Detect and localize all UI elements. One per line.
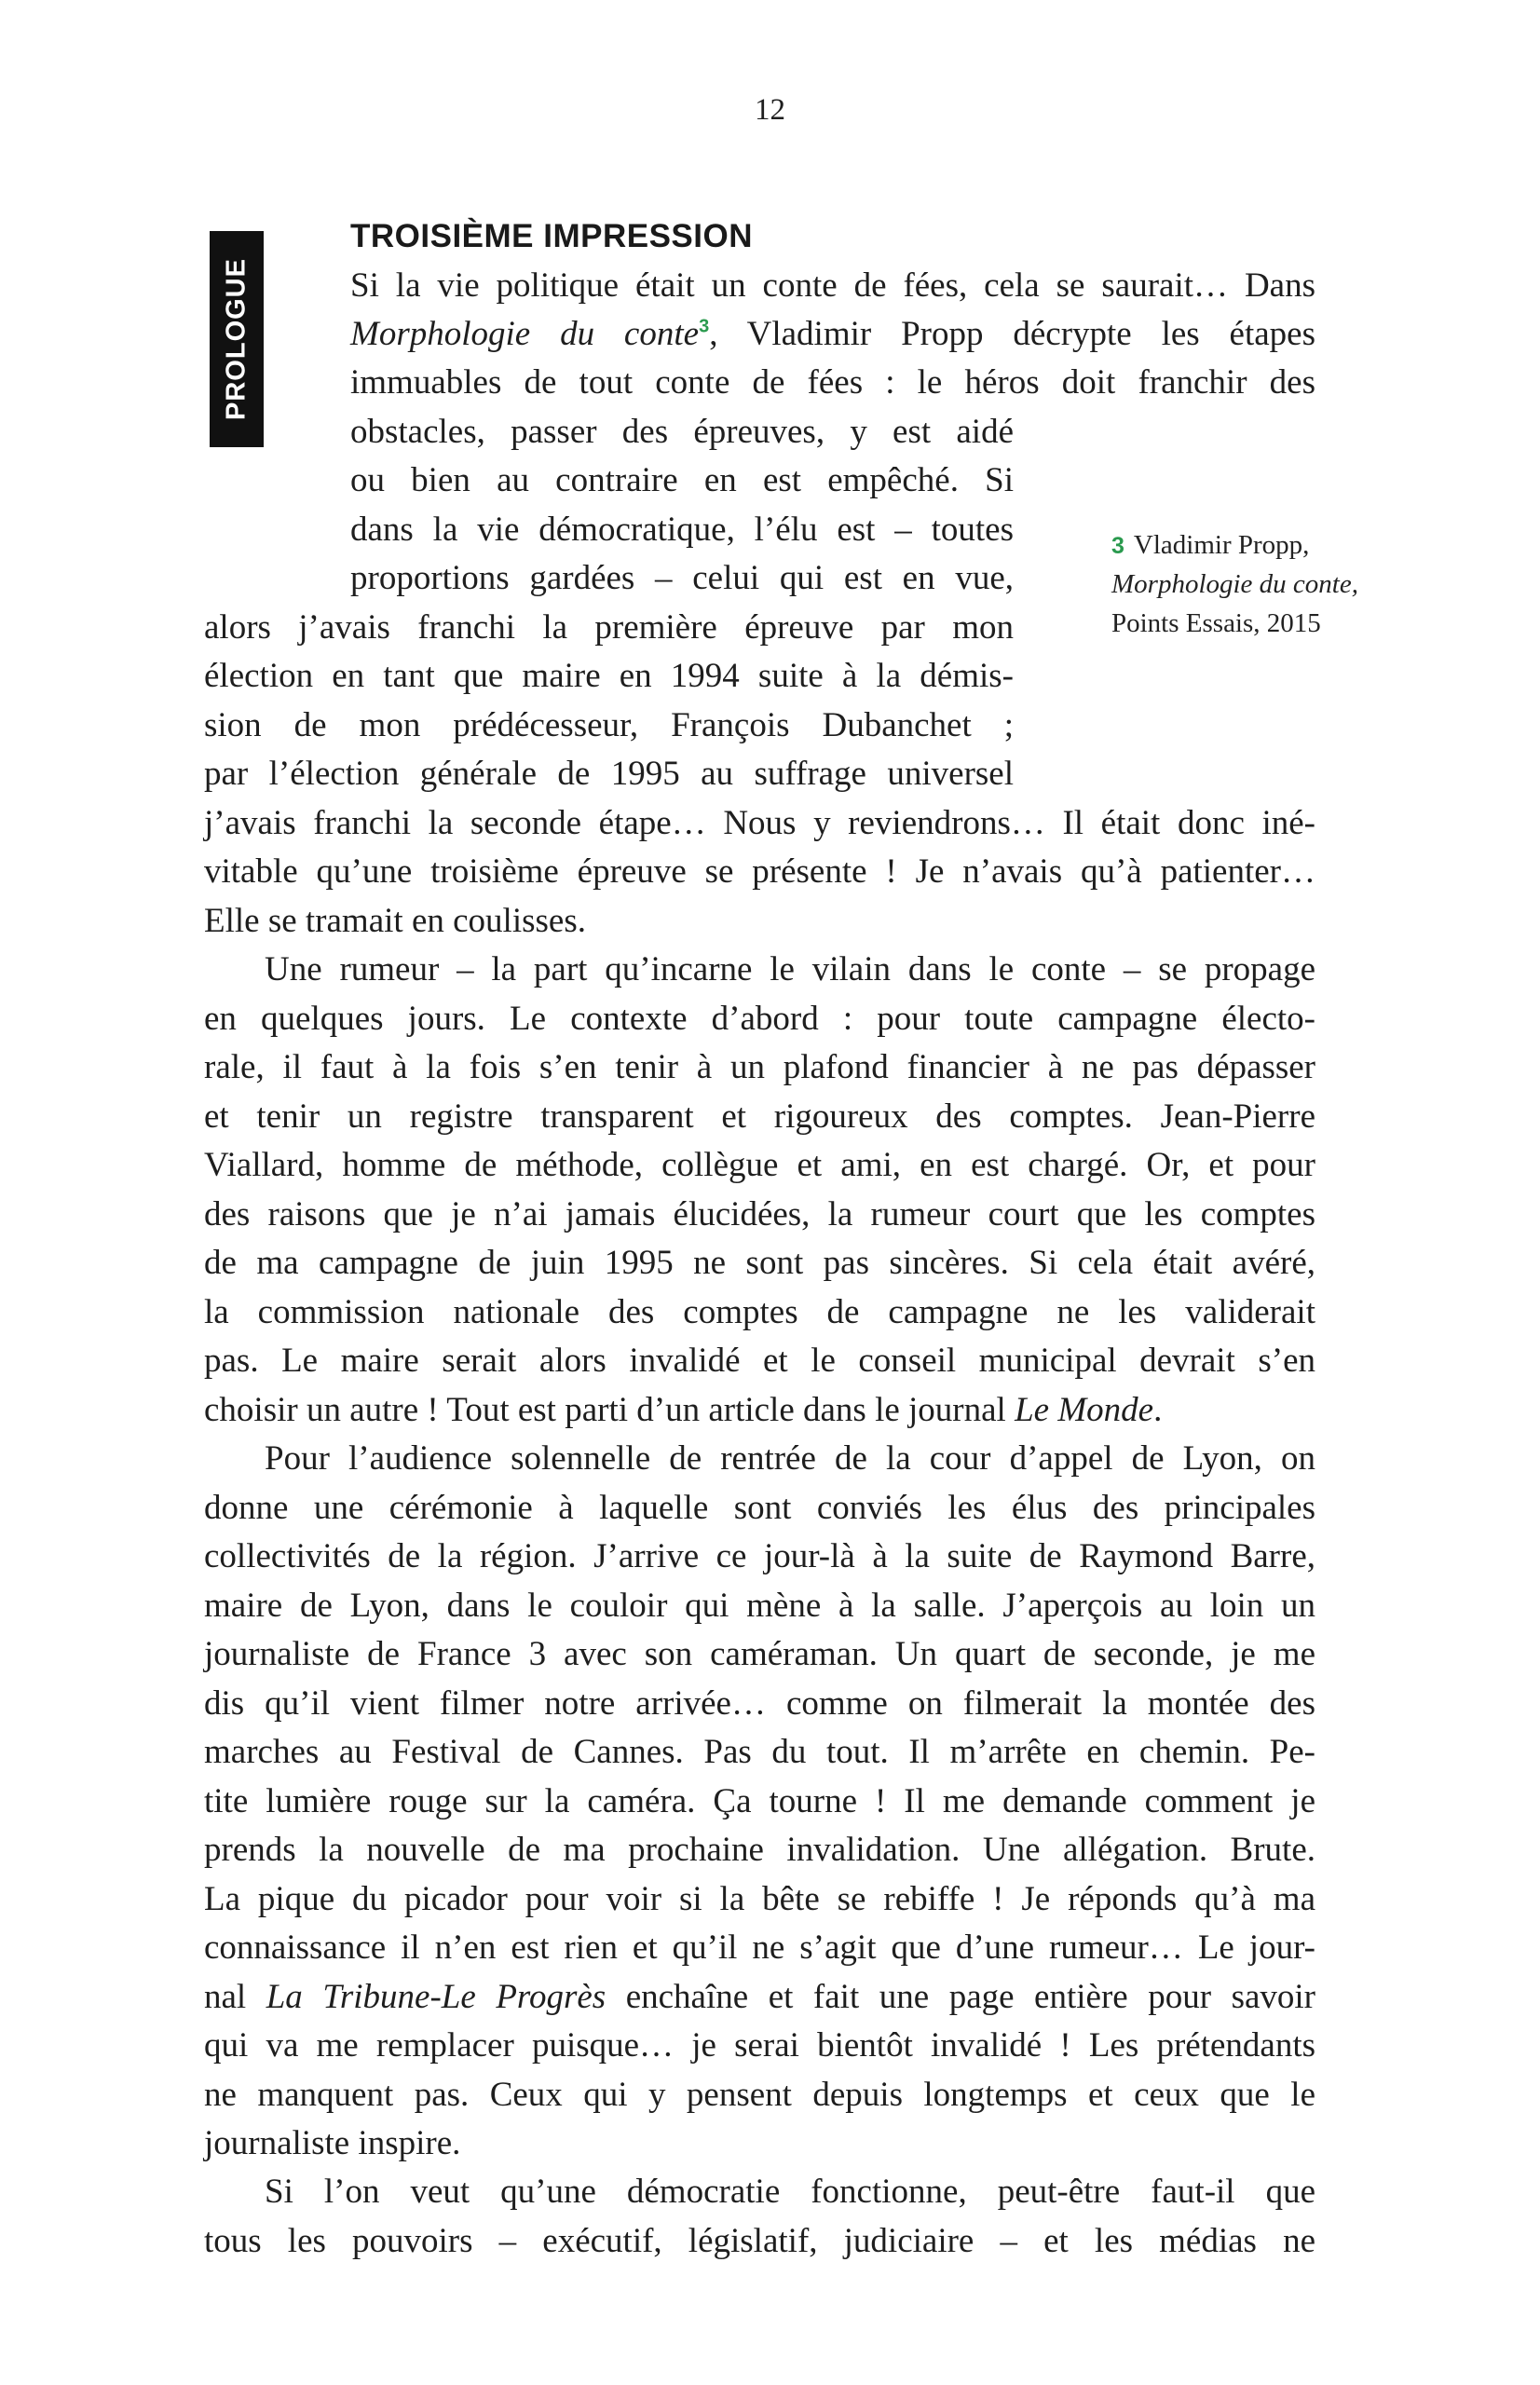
newspaper-title: La Tribune-Le Progrès [266,1978,606,2016]
text-line: choisir un autre ! Tout est parti d’un article dans le journal Le Monde. [204,1391,1163,1429]
section-tab [210,231,264,447]
text-line: dans la vie démocratique, l’élu est – toutes [350,511,1014,549]
text-line: tous les pouvoirs – exécutif, législatif, judiciaire – et les médias ne [204,2222,1315,2260]
footnote-publisher: Points Essais, 2015 [1111,608,1321,638]
text-line: proportions gardées – celui qui est en vue, [350,559,1014,597]
text-line: dis qu’il vient filmer notre arrivée… comme on filmerait la montée des [204,1684,1315,1723]
text-line: obstacles, passer des épreuves, y est aidé [350,413,1014,451]
text-line: immuables de tout conte de fées : le héros doit franchir des [350,363,1315,402]
book-title: Morphologie du conte [350,315,700,353]
newspaper-title: Le Monde [1015,1391,1154,1429]
text-line: vitable qu’une troisième épreuve se présente ! Je n’avais qu’à patienter… [204,852,1315,891]
text-line: et tenir un registre transparent et rigoureux des comptes. Jean-Pierre [204,1097,1315,1136]
text-line: alors j’avais franchi la première épreuve par mon [204,608,1014,647]
text-line: ne manquent pas. Ceux qui y pensent depuis longtemps et ceux que le [204,2076,1315,2114]
text-line: Pour l’audience solennelle de rentrée de la cour d’appel de Lyon, on [265,1439,1315,1478]
text-line: maire de Lyon, dans le couloir qui mène à la salle. J’aperçois au loin un [204,1587,1315,1625]
text-line: Une rumeur – la part qu’incarne le vilain dans le conte – se propage [265,950,1315,988]
text-line: des raisons que je n’ai jamais élucidées, la rumeur court que les comptes [204,1195,1315,1233]
text-line: élection en tant que maire en 1994 suite à la démis- [204,657,1014,695]
text-line: qui va me remplacer puisque… je serai bientôt invalidé ! Les prétendants [204,2026,1315,2065]
text-line: nal La Tribune-Le Progrès enchaîne et fait une page entière pour savoir [204,1978,1315,2016]
text-line: prends la nouvelle de ma prochaine invalidation. Une allégation. Brute. [204,1831,1315,1869]
text-line: Si l’on veut qu’une démocratie fonctionne, peut-être faut-il que [265,2173,1315,2211]
footnote-line: 3 Vladimir Propp, [1111,530,1310,560]
text-line: donne une cérémonie à laquelle sont conviés les élus des principales [204,1489,1315,1527]
text-line: Viallard, homme de méthode, collègue et ami, en est chargé. Or, et pour [204,1146,1315,1184]
section-heading: TROISIÈME IMPRESSION [350,218,753,254]
text-line: de ma campagne de juin 1995 ne sont pas sincères. Si cela était avéré, [204,1244,1315,1282]
text-line: La pique du picador pour voir si la bête se rebiffe ! Je réponds qu’à ma [204,1880,1315,1918]
text-line: pas. Le maire serait alors invalidé et le conseil municipal devrait s’en [204,1342,1315,1380]
section-tab-label: PROLOGUE [221,258,252,420]
text-line: journaliste inspire. [204,2124,461,2162]
text-line: collectivités de la région. J’arrive ce jour-là à la suite de Raymond Barre, [204,1537,1315,1575]
footnote-number: 3 [1111,533,1124,559]
text-line: Morphologie du conte$^3$, Vladimir Propp décrypte les étapes [350,315,1315,353]
text-line: journaliste de France 3 avec son caméraman. Un quart de seconde, je me [204,1635,1315,1673]
text-line: sion de mon prédécesseur, François Dubanchet ; [204,706,1014,744]
text-line: tite lumière rouge sur la caméra. Ça tourne ! Il me demande comment je [204,1782,1315,1820]
page-number: 12 [755,93,785,127]
text-line: connaissance il n’en est rien et qu’il ne s’agit que d’une rumeur… Le jour- [204,1928,1315,1967]
text-line: marches au Festival de Cannes. Pas du tout. Il m’arrête en chemin. Pe- [204,1733,1315,1771]
text-line: par l’élection générale de 1995 au suffrage universel [204,755,1014,793]
text-line: Si la vie politique était un conte de fées, cela se saurait… Dans [350,266,1315,305]
footnote-title: Morphologie du conte, [1111,569,1358,599]
text-line: ou bien au contraire en est empêché. Si [350,461,1014,499]
text-line: rale, il faut à la fois s’en tenir à un plafond financier à ne pas dépasser [204,1048,1315,1086]
text-line: la commission nationale des comptes de campagne ne les validerait [204,1293,1315,1331]
text-line: Elle se tramait en coulisses. [204,902,586,940]
text-line: j’avais franchi la seconde étape… Nous y reviendrons… Il était donc iné- [204,804,1315,842]
footnote-ref: 3 [699,316,710,337]
text-line: en quelques jours. Le contexte d’abord : pour toute campagne électo- [204,1000,1315,1038]
